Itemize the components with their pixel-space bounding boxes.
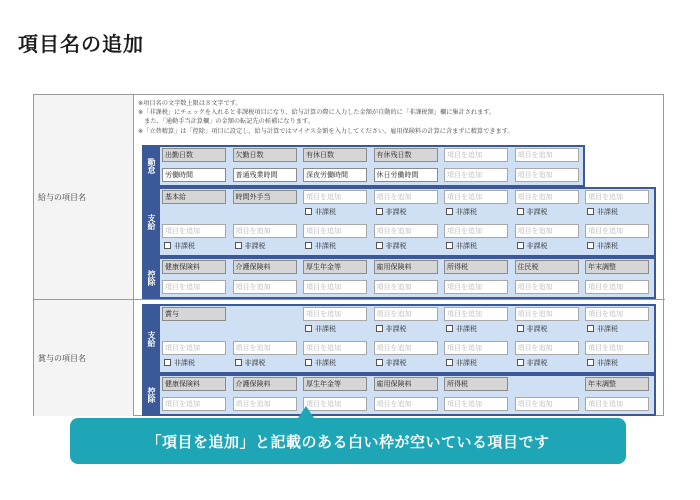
item-name-field: 介護保険料 bbox=[233, 377, 297, 391]
section-label: 支給 bbox=[147, 331, 156, 347]
note-line: ※「立替精算」は「控除」項目に設定し、給与計算ではマイナス金額を入力してください。雇用保険料の計算に含まずに精算できます。 bbox=[138, 127, 514, 135]
field-cell bbox=[373, 307, 439, 339]
field-cell bbox=[514, 148, 580, 166]
add-item-input[interactable]: 項目を追加 bbox=[444, 224, 508, 238]
add-item-input[interactable]: 項目を追加 bbox=[233, 397, 297, 411]
field-grid bbox=[160, 376, 654, 414]
item-name-settings-table bbox=[33, 94, 664, 416]
field-cell bbox=[161, 397, 227, 415]
add-item-input[interactable]: 項目を追加 bbox=[444, 307, 508, 321]
item-name-field: 雇用保険料 bbox=[374, 377, 438, 391]
add-item-input[interactable]: 項目を追加 bbox=[444, 168, 508, 182]
item-name-field: 厚生年金等 bbox=[303, 260, 367, 274]
field-cell bbox=[373, 224, 439, 256]
checkbox-icon[interactable] bbox=[376, 359, 383, 366]
checkbox-label: 非課税 bbox=[385, 325, 407, 333]
field-cell bbox=[232, 168, 298, 186]
field-cell bbox=[302, 190, 368, 222]
field-cell bbox=[514, 397, 580, 415]
checkbox-label: 非課税 bbox=[597, 359, 618, 367]
checkbox-icon[interactable] bbox=[587, 208, 594, 215]
add-item-input[interactable]: 項目を追加 bbox=[162, 397, 226, 411]
item-name-field: 厚生年金等 bbox=[303, 377, 367, 391]
item-name-field: 労働時間 bbox=[162, 168, 226, 182]
add-item-input[interactable]: 項目を追加 bbox=[585, 190, 649, 204]
section-label: 支給 bbox=[147, 214, 156, 230]
add-item-input[interactable]: 項目を追加 bbox=[444, 397, 508, 411]
field-grid bbox=[160, 259, 654, 297]
field-cell bbox=[302, 280, 368, 298]
add-item-input[interactable]: 項目を追加 bbox=[374, 224, 438, 238]
checkbox-icon[interactable] bbox=[164, 242, 171, 249]
item-name-field: 出勤日数 bbox=[162, 148, 226, 162]
checkbox-label: 非課税 bbox=[456, 325, 477, 333]
add-item-input[interactable]: 項目を追加 bbox=[233, 280, 297, 294]
tax-exempt-checkbox[interactable] bbox=[587, 324, 618, 334]
field-cell bbox=[514, 377, 580, 395]
checkbox-icon[interactable] bbox=[587, 325, 594, 332]
callout-pointer bbox=[298, 406, 314, 418]
checkbox-icon[interactable] bbox=[235, 359, 242, 366]
item-name-field: 深夜労働時間 bbox=[303, 168, 367, 182]
tax-exempt-checkbox[interactable] bbox=[446, 324, 477, 334]
add-item-input[interactable]: 項目を追加 bbox=[444, 190, 508, 204]
field-cell bbox=[161, 280, 227, 298]
tax-exempt-checkbox[interactable] bbox=[235, 358, 266, 368]
add-item-input[interactable]: 項目を追加 bbox=[515, 280, 579, 294]
field-cell bbox=[161, 168, 227, 186]
field-cell bbox=[302, 341, 368, 373]
item-name-field: 普通残業時間 bbox=[233, 168, 297, 182]
field-cell bbox=[584, 397, 650, 415]
checkbox-icon[interactable] bbox=[305, 325, 312, 332]
tax-exempt-checkbox[interactable] bbox=[305, 207, 336, 217]
item-name-field: 健康保険料 bbox=[162, 377, 226, 391]
item-name-field: 休日労働時間 bbox=[374, 168, 438, 182]
field-cell bbox=[514, 168, 580, 186]
checkbox-label: 非課税 bbox=[597, 208, 618, 216]
add-item-input[interactable]: 項目を追加 bbox=[374, 280, 438, 294]
field-cell bbox=[302, 377, 368, 395]
item-name-field: 年末調整 bbox=[585, 377, 649, 391]
checkbox-label: 非課税 bbox=[315, 325, 336, 333]
add-item-input[interactable]: 項目を追加 bbox=[303, 280, 367, 294]
field-cell bbox=[232, 260, 298, 278]
section-label: 控除 bbox=[147, 270, 156, 286]
tax-exempt-checkbox[interactable] bbox=[446, 207, 477, 217]
checkbox-label: 非課税 bbox=[174, 359, 195, 367]
add-item-input[interactable]: 項目を追加 bbox=[444, 148, 508, 162]
tax-exempt-checkbox[interactable] bbox=[517, 358, 548, 368]
field-cell bbox=[584, 190, 650, 222]
field-grid bbox=[160, 147, 583, 185]
item-name-field: 欠勤日数 bbox=[233, 148, 297, 162]
checkbox-icon[interactable] bbox=[305, 208, 312, 215]
checkbox-icon[interactable] bbox=[446, 359, 453, 366]
field-grid bbox=[160, 189, 654, 255]
checkbox-icon[interactable] bbox=[587, 359, 594, 366]
checkbox-label: 非課税 bbox=[315, 242, 336, 250]
field-cell bbox=[232, 224, 298, 256]
field-cell bbox=[302, 148, 368, 166]
add-item-input[interactable]: 項目を追加 bbox=[374, 341, 438, 355]
field-cell bbox=[161, 307, 227, 339]
tax-exempt-checkbox[interactable] bbox=[587, 358, 618, 368]
item-name-field: 有休残日数 bbox=[374, 148, 438, 162]
add-item-input[interactable]: 項目を追加 bbox=[162, 224, 226, 238]
field-cell bbox=[443, 148, 509, 166]
add-item-input[interactable]: 項目を追加 bbox=[515, 307, 579, 321]
tax-exempt-checkbox[interactable] bbox=[376, 324, 407, 334]
field-cell bbox=[443, 397, 509, 415]
add-item-input[interactable]: 項目を追加 bbox=[515, 168, 579, 182]
field-cell bbox=[443, 260, 509, 278]
checkbox-icon[interactable] bbox=[305, 242, 312, 249]
tax-exempt-checkbox[interactable] bbox=[376, 207, 407, 217]
item-name-field: 住民税 bbox=[515, 260, 579, 274]
checkbox-label: 非課税 bbox=[456, 359, 477, 367]
checkbox-icon[interactable] bbox=[446, 325, 453, 332]
field-cell bbox=[302, 168, 368, 186]
field-cell bbox=[443, 168, 509, 186]
checkbox-icon[interactable] bbox=[235, 242, 242, 249]
field-cell bbox=[514, 224, 580, 256]
field-cell bbox=[302, 307, 368, 339]
add-item-input[interactable]: 項目を追加 bbox=[585, 307, 649, 321]
page-title: 項目名の追加 bbox=[18, 32, 144, 56]
checkbox-icon[interactable] bbox=[517, 208, 524, 215]
tax-exempt-checkbox[interactable] bbox=[164, 358, 195, 368]
checkbox-icon[interactable] bbox=[376, 208, 383, 215]
add-item-input[interactable]: 項目を追加 bbox=[515, 224, 579, 238]
field-cell bbox=[514, 307, 580, 339]
field-cell bbox=[584, 224, 650, 256]
field-cell bbox=[443, 307, 509, 339]
bonus-row-label: 賞与の項目名 bbox=[34, 300, 134, 416]
checkbox-icon[interactable] bbox=[517, 242, 524, 249]
tax-exempt-checkbox[interactable] bbox=[376, 241, 407, 251]
tax-exempt-checkbox[interactable] bbox=[305, 358, 336, 368]
field-cell bbox=[302, 260, 368, 278]
tax-exempt-checkbox[interactable] bbox=[517, 324, 548, 334]
field-cell bbox=[584, 307, 650, 339]
add-item-input[interactable]: 項目を追加 bbox=[444, 341, 508, 355]
field-cell bbox=[514, 190, 580, 222]
field-cell bbox=[161, 377, 227, 395]
checkbox-icon[interactable] bbox=[164, 359, 171, 366]
checkbox-label: 非課税 bbox=[385, 359, 407, 367]
add-item-input[interactable]: 項目を追加 bbox=[585, 341, 649, 355]
item-name-field: 所得税 bbox=[444, 260, 508, 274]
field-cell bbox=[161, 341, 227, 373]
add-item-input[interactable]: 項目を追加 bbox=[233, 341, 297, 355]
tax-exempt-checkbox[interactable] bbox=[446, 241, 477, 251]
field-cell bbox=[514, 260, 580, 278]
add-item-input[interactable]: 項目を追加 bbox=[515, 148, 579, 162]
item-name-field: 雇用保険料 bbox=[374, 260, 438, 274]
tax-exempt-checkbox[interactable] bbox=[587, 241, 618, 251]
add-item-input[interactable]: 項目を追加 bbox=[515, 190, 579, 204]
item-name-field: 年末調整 bbox=[585, 260, 649, 274]
add-item-input[interactable]: 項目を追加 bbox=[303, 190, 367, 204]
note-line: ※「非課税」にチェックを入れると非課税項目になり、給与計算の際に入力した金額が自動的に「非課税額」欄に集計されます。 bbox=[138, 109, 496, 117]
checkbox-icon[interactable] bbox=[517, 359, 524, 366]
tax-exempt-checkbox[interactable] bbox=[164, 241, 195, 251]
add-item-input[interactable]: 項目を追加 bbox=[585, 397, 649, 411]
checkbox-label: 非課税 bbox=[385, 208, 407, 216]
field-cell bbox=[232, 307, 298, 339]
checkbox-label: 非課税 bbox=[385, 242, 407, 250]
field-cell bbox=[443, 341, 509, 373]
tax-exempt-checkbox[interactable] bbox=[376, 358, 407, 368]
tax-exempt-checkbox[interactable] bbox=[305, 241, 336, 251]
checkbox-label: 非課税 bbox=[526, 359, 548, 367]
item-name-field: 賞与 bbox=[162, 307, 226, 321]
tax-exempt-checkbox[interactable] bbox=[587, 207, 618, 217]
checkbox-icon[interactable] bbox=[305, 359, 312, 366]
field-cell bbox=[373, 168, 439, 186]
add-item-input[interactable]: 項目を追加 bbox=[303, 341, 367, 355]
checkbox-label: 非課税 bbox=[456, 208, 477, 216]
field-cell bbox=[443, 224, 509, 256]
checkbox-icon[interactable] bbox=[446, 242, 453, 249]
item-name-field: 基本給 bbox=[162, 190, 226, 204]
salary-row-label: 給与の項目名 bbox=[34, 95, 134, 299]
salary-attendance-panel bbox=[142, 145, 585, 187]
field-cell bbox=[373, 280, 439, 298]
add-item-input[interactable]: 項目を追加 bbox=[303, 224, 367, 238]
checkbox-label: 非課税 bbox=[244, 242, 266, 250]
add-item-input[interactable]: 項目を追加 bbox=[444, 280, 508, 294]
add-item-input[interactable]: 項目を追加 bbox=[233, 224, 297, 238]
item-name-field: 時間外手当 bbox=[233, 190, 297, 204]
field-cell bbox=[161, 148, 227, 166]
checkbox-label: 非課税 bbox=[315, 359, 336, 367]
add-item-input[interactable]: 項目を追加 bbox=[515, 397, 579, 411]
field-cell bbox=[584, 341, 650, 373]
field-cell bbox=[584, 280, 650, 298]
bonus-payment-panel bbox=[142, 304, 656, 374]
tax-exempt-checkbox[interactable] bbox=[517, 241, 548, 251]
field-cell bbox=[232, 190, 298, 222]
item-name-field: 健康保険料 bbox=[162, 260, 226, 274]
field-cell bbox=[161, 190, 227, 222]
add-item-input[interactable]: 項目を追加 bbox=[162, 280, 226, 294]
callout-banner: 「項目を追加」と記載のある白い枠が空いている項目です bbox=[70, 418, 626, 464]
field-cell bbox=[232, 341, 298, 373]
field-cell bbox=[443, 280, 509, 298]
tax-exempt-checkbox[interactable] bbox=[446, 358, 477, 368]
item-name-field: 有休日数 bbox=[303, 148, 367, 162]
section-label: 勤怠 bbox=[147, 158, 156, 174]
add-item-input[interactable]: 項目を追加 bbox=[374, 397, 438, 411]
tax-exempt-checkbox[interactable] bbox=[305, 324, 336, 334]
field-cell bbox=[373, 190, 439, 222]
section-label: 控除 bbox=[147, 387, 156, 403]
notes bbox=[138, 99, 658, 136]
tax-exempt-checkbox[interactable] bbox=[235, 241, 266, 251]
checkbox-icon[interactable] bbox=[587, 242, 594, 249]
item-name-field: 所得税 bbox=[444, 377, 508, 391]
field-cell bbox=[232, 377, 298, 395]
field-cell bbox=[584, 377, 650, 395]
checkbox-icon[interactable] bbox=[376, 242, 383, 249]
salary-payment-panel bbox=[142, 187, 656, 257]
salary-deduction-panel bbox=[142, 257, 656, 299]
field-cell bbox=[161, 260, 227, 278]
field-cell bbox=[302, 224, 368, 256]
checkbox-icon[interactable] bbox=[376, 325, 383, 332]
add-item-input[interactable]: 項目を追加 bbox=[374, 307, 438, 321]
note-line: ※項目名の文字数上限は８文字です。 bbox=[138, 100, 242, 107]
add-item-input[interactable]: 項目を追加 bbox=[374, 190, 438, 204]
checkbox-label: 非課税 bbox=[174, 242, 195, 250]
field-cell bbox=[514, 341, 580, 373]
field-cell bbox=[584, 260, 650, 278]
checkbox-label: 非課税 bbox=[315, 208, 336, 216]
field-cell bbox=[232, 148, 298, 166]
checkbox-label: 非課税 bbox=[597, 242, 618, 250]
add-item-input[interactable]: 項目を追加 bbox=[303, 397, 367, 411]
bonus-deduction-panel bbox=[142, 374, 656, 416]
field-cell bbox=[373, 341, 439, 373]
field-cell bbox=[514, 280, 580, 298]
checkbox-icon[interactable] bbox=[446, 208, 453, 215]
field-cell bbox=[443, 190, 509, 222]
add-item-input[interactable]: 項目を追加 bbox=[515, 341, 579, 355]
checkbox-icon[interactable] bbox=[517, 325, 524, 332]
field-cell bbox=[373, 397, 439, 415]
field-cell bbox=[373, 148, 439, 166]
field-cell bbox=[232, 397, 298, 415]
field-cell bbox=[373, 377, 439, 395]
add-item-input[interactable]: 項目を追加 bbox=[585, 280, 649, 294]
field-cell bbox=[443, 377, 509, 395]
add-item-input[interactable]: 項目を追加 bbox=[303, 307, 367, 321]
checkbox-label: 非課税 bbox=[526, 208, 548, 216]
add-item-input[interactable]: 項目を追加 bbox=[162, 341, 226, 355]
add-item-input[interactable]: 項目を追加 bbox=[585, 224, 649, 238]
checkbox-label: 非課税 bbox=[526, 242, 548, 250]
field-cell bbox=[373, 260, 439, 278]
field-cell bbox=[232, 280, 298, 298]
checkbox-label: 非課税 bbox=[597, 325, 618, 333]
note-line: また、「通勤手当計算欄」の金額の転記先の候補になります。 bbox=[138, 118, 314, 126]
field-grid bbox=[160, 306, 654, 372]
checkbox-label: 非課税 bbox=[244, 359, 266, 367]
item-name-field: 介護保険料 bbox=[233, 260, 297, 274]
checkbox-label: 非課税 bbox=[456, 242, 477, 250]
tax-exempt-checkbox[interactable] bbox=[517, 207, 548, 217]
field-cell bbox=[161, 224, 227, 256]
page-title-area bbox=[16, 26, 686, 62]
checkbox-label: 非課税 bbox=[526, 325, 548, 333]
